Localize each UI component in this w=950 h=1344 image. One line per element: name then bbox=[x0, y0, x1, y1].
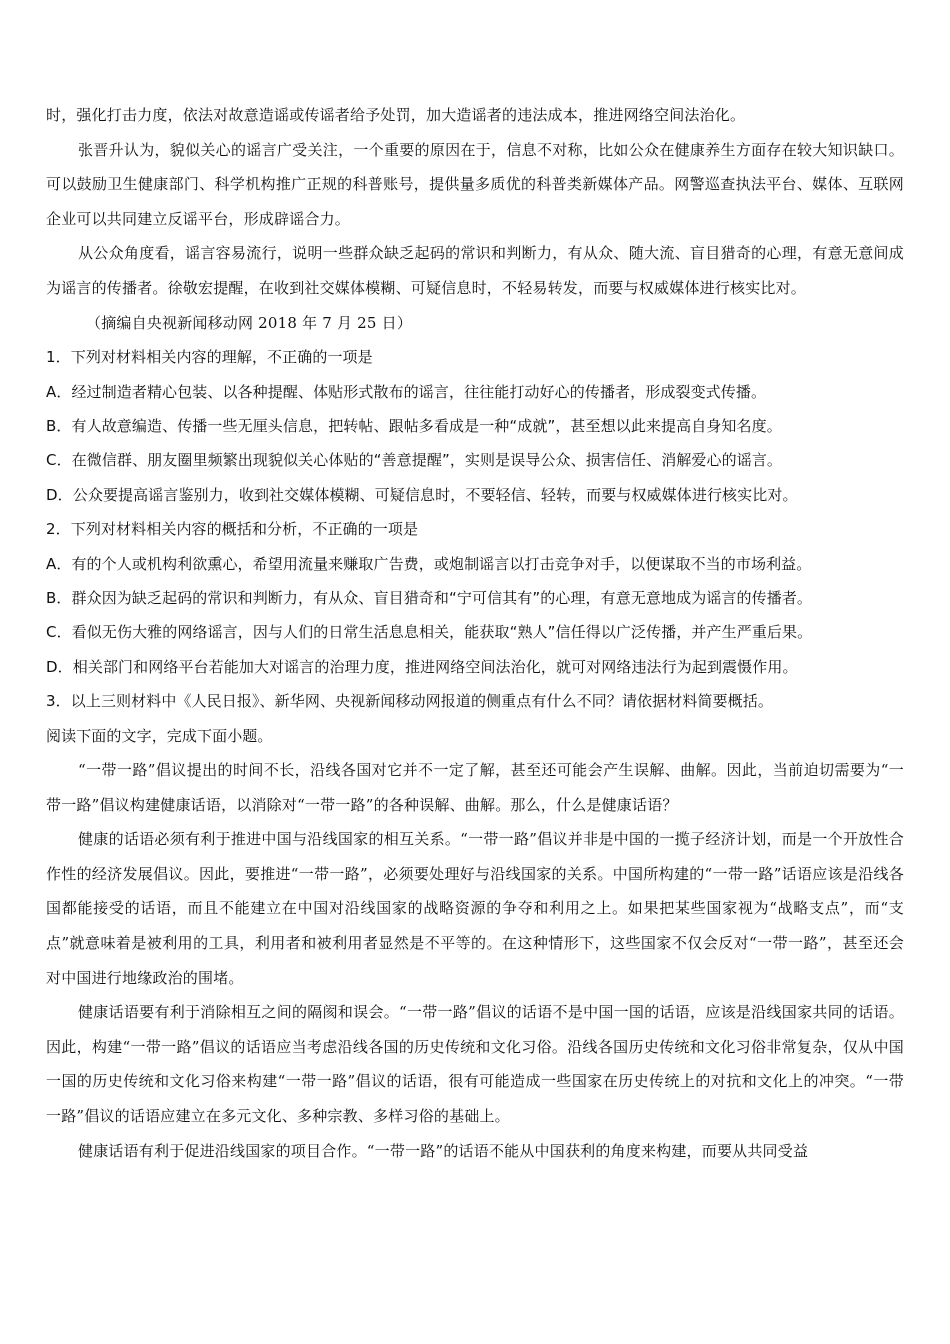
paragraph-healthy-discourse-cooperation: 健康话语有利于促进沿线国家的项目合作。“一带一路”的话语不能从中国获利的角度来构建，而要从共同受益 bbox=[78, 1141, 809, 1160]
question-2-stem: 2．下列对材料相关内容的概括和分析，不正确的一项是 bbox=[46, 520, 419, 539]
paragraph-public-perspective: 从公众角度看，谣言容易流行，说明一些群众缺乏起码的常识和判断力，有从众、随大流、盲目猎奇的心理，有意无意间成为谣言的传播者。徐敬宏提醒，在收到社交媒体模糊、可疑信息时，不轻易转发，而要与权威媒体进行核实比对。 bbox=[46, 244, 904, 297]
question-1-option-a: A．经过制造者精心包装、以各种提醒、体贴形式散布的谣言，往往能打动好心的传播者，形成裂变式传播。 bbox=[46, 382, 767, 401]
question-2-option-d: D．相关部门和网络平台若能加大对谣言的治理力度，推进网络空间法治化，就可对网络违法行为起到震慑作用。 bbox=[46, 657, 798, 676]
question-2-option-b: B．群众因为缺乏起码的常识和判断力，有从众、盲目猎奇和“宁可信其有”的心理，有意无意地成为谣言的传播者。 bbox=[46, 589, 813, 607]
question-2 bbox=[46, 512, 904, 684]
question-1-option-d: D．公众要提高谣言鉴别力，收到社交媒体模糊、可疑信息时，不要轻信、轻转，而要与权威媒体进行核实比对。 bbox=[46, 485, 798, 504]
paragraph-zhang-jinsheng: 张晋升认为，貌似关心的谣言广受关注，一个重要的原因在于，信息不对称，比如公众在健康养生方面存在较大知识缺口。可以鼓励卫生健康部门、科学机构推广正规的科普账号，提供量多质优的科普类新媒体产品。网警巡查执法平台、媒体、互联网企业可以共同建立反谣平台，形成辟谣合力。 bbox=[46, 140, 904, 228]
question-3-stem: 3．以上三则材料中《人民日报》、新华网、央视新闻移动网报道的侧重点有什么不同？请依据材料简要概括。 bbox=[46, 692, 773, 711]
question-1-option-c: C．在微信群、朋友圈里频繁出现貌似关心体贴的“善意提醒”，实则是误导公众、损害信任、消解爱心的谣言。 bbox=[46, 451, 783, 470]
question-1-stem: 1．下列对材料相关内容的理解，不正确的一项是 bbox=[46, 348, 373, 367]
paragraph-healthy-discourse-relations: 健康的话语必须有利于推进中国与沿线国家的相互关系。“一带一路”倡议并非是中国的一揽子经济计划，而是一个开放性合作性的经济发展倡议。因此，要推进“一带一路”，必须要处理好与沿线国家的关系。中国所构建的“一带一路”话语应该是沿线各国都能接受的话语，而且不能建立在中国对沿线国家的战略资源的争夺和利用之上。如果把某些国家视为“战略支点”，而“支点”就意味着是被利用的工具，利用者和被利用者显然是不平等的。在这种情形下，这些国家不仅会反对“一带一路”，甚至还会对中国进行地缘政治的围堵。 bbox=[46, 830, 904, 987]
question-1 bbox=[46, 340, 904, 512]
reading-instruction: 阅读下面的文字，完成下面小题。 bbox=[46, 726, 273, 745]
paragraph-governance-tail: 时，强化打击力度，依法对故意造谣或传谣者给予处罚，加大造谣者的违法成本，推进网络空间法治化。 bbox=[46, 106, 746, 124]
question-2-option-c: C．看似无伤大雅的网络谣言，因与人们的日常生活息息相关，能获取“熟人”信任得以广泛传播，并产生严重后果。 bbox=[46, 623, 813, 642]
paragraph-belt-road-intro: “一带一路”倡议提出的时间不长，沿线各国对它并不一定了解，甚至还可能会产生误解、曲解。因此，当前迫切需要为“一带一路”倡议构建健康话语，以消除对“一带一路”的各种误解、曲解。那么，什么是健康话语？ bbox=[46, 761, 904, 814]
paragraph-healthy-discourse-misunderstanding: 健康话语要有利于消除相互之间的隔阂和误会。“一带一路”倡议的话语不是中国一国的话语，应该是沿线国家共同的话语。因此，构建“一带一路”倡议的话语应当考虑沿线各国的历史传统和文化习俗。沿线各国历史传统和文化习俗非常复杂，仅从中国一国的历史传统和文化习俗来构建“一带一路”倡议的话语，很有可能造成一些国家在历史传统上的对抗和文化上的冲突。“一带一路”倡议的话语应建立在多元文化、多种宗教、多样习俗的基础上。 bbox=[46, 1003, 904, 1125]
question-2-option-a: A．有的个人或机构利欲熏心，希望用流量来赚取广告费，或炮制谣言以打击竞争对手，以便谋取不当的市场利益。 bbox=[46, 554, 812, 573]
question-1-option-b: B．有人故意编造、传播一些无厘头信息，把转帖、跟帖多看成是一种“成就”，甚至想以此来提高自身知名度。 bbox=[46, 416, 782, 435]
source-citation: （摘编自央视新闻移动网 2018 年 7 月 25 日） bbox=[86, 313, 413, 332]
